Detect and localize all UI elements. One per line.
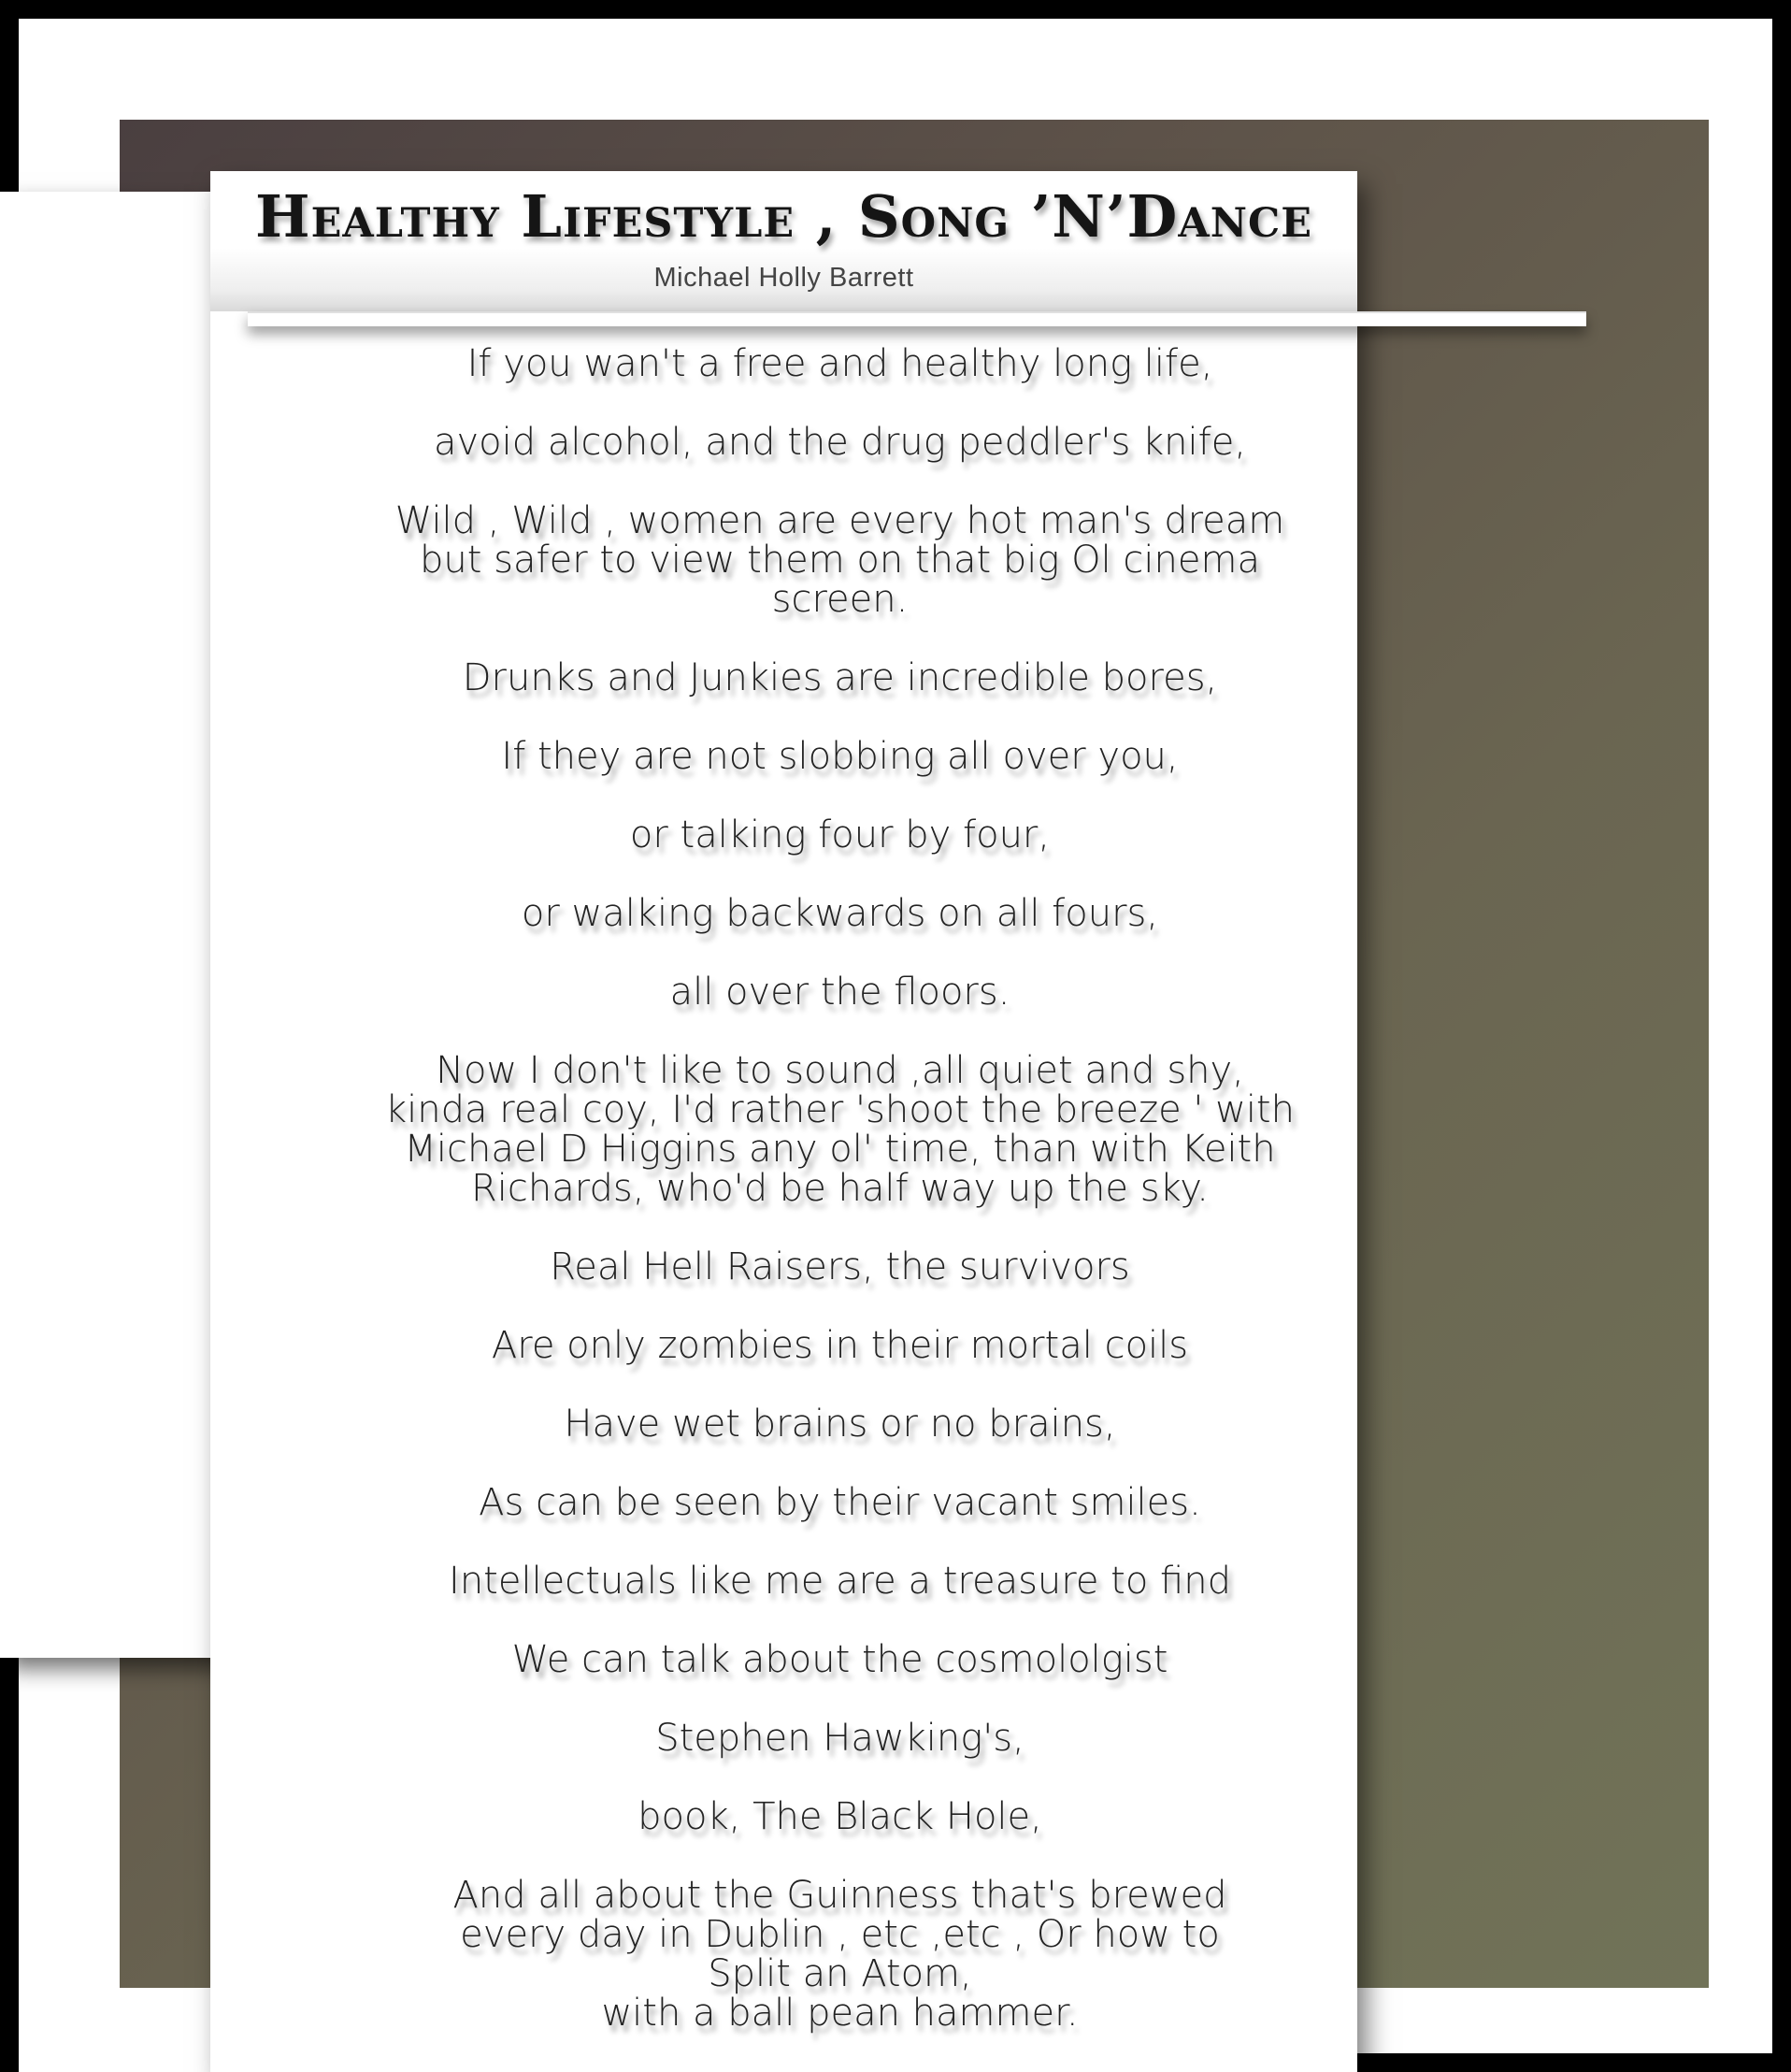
poem-author: Michael Holly Barrett [653,263,914,293]
poem-stanza: As can be seen by their vacant smiles. [479,1481,1201,1524]
poem-body [360,344,1320,2072]
poem-stanza: Drunks and Junkies are incredible bores, [462,656,1218,699]
poem-stanza: Intellectuals like me are a treasure to find [449,1560,1231,1603]
poem-stanza: avoid alcohol, and the drug peddler's knife, [433,421,1247,464]
poem-stanza: all over the floors. [669,971,1010,1014]
poem-stanza: And all about the Guinness that's brewed every day in Dublin , etc ,etc , Or how to Split an Atom, with a ball pean hammer. [452,1874,1227,2035]
poem-stanza: book, The Black Hole, [638,1795,1042,1838]
poem-stanza: Are only zombies in their mortal coils [491,1324,1189,1367]
poem-stanza: We can talk about the cosmololgist [511,1638,1168,1681]
header-divider [248,311,1586,326]
poem-stanza: Have wet brains or no brains, [564,1403,1116,1446]
poem-title: Healthy Lifestyle , Song ’N’Dance [255,182,1312,251]
divider-line [248,311,1586,313]
poem-stanza: or talking four by four, [629,813,1051,856]
left-bottom-strip [19,1992,210,2072]
poem-stanza: If they are not slobbing all over you, [501,735,1179,778]
poem-stanza: If you wan't a free and healthy long life, [466,342,1213,385]
poem-card [210,171,1357,2072]
poem-stanza: Real Hell Raisers, the survivors [550,1245,1130,1288]
poem-stanza: Wild , Wild , women are every hot man's dream but safer to view them on that big Ol cinema screen. [394,499,1285,621]
poem-header [210,171,1357,311]
poem-stanza: Stephen Hawking's, [655,1717,1024,1760]
poem-stanza: Now I don't like to sound ,all quiet and shy, kinda real coy, I'd rather 'shoot the breeze ' with Michael D Higgins any ol' time, than with Keith Richards, who'd be half way up the sky. [385,1049,1295,1210]
poem-stanza: or walking backwards on all fours, [521,892,1159,935]
